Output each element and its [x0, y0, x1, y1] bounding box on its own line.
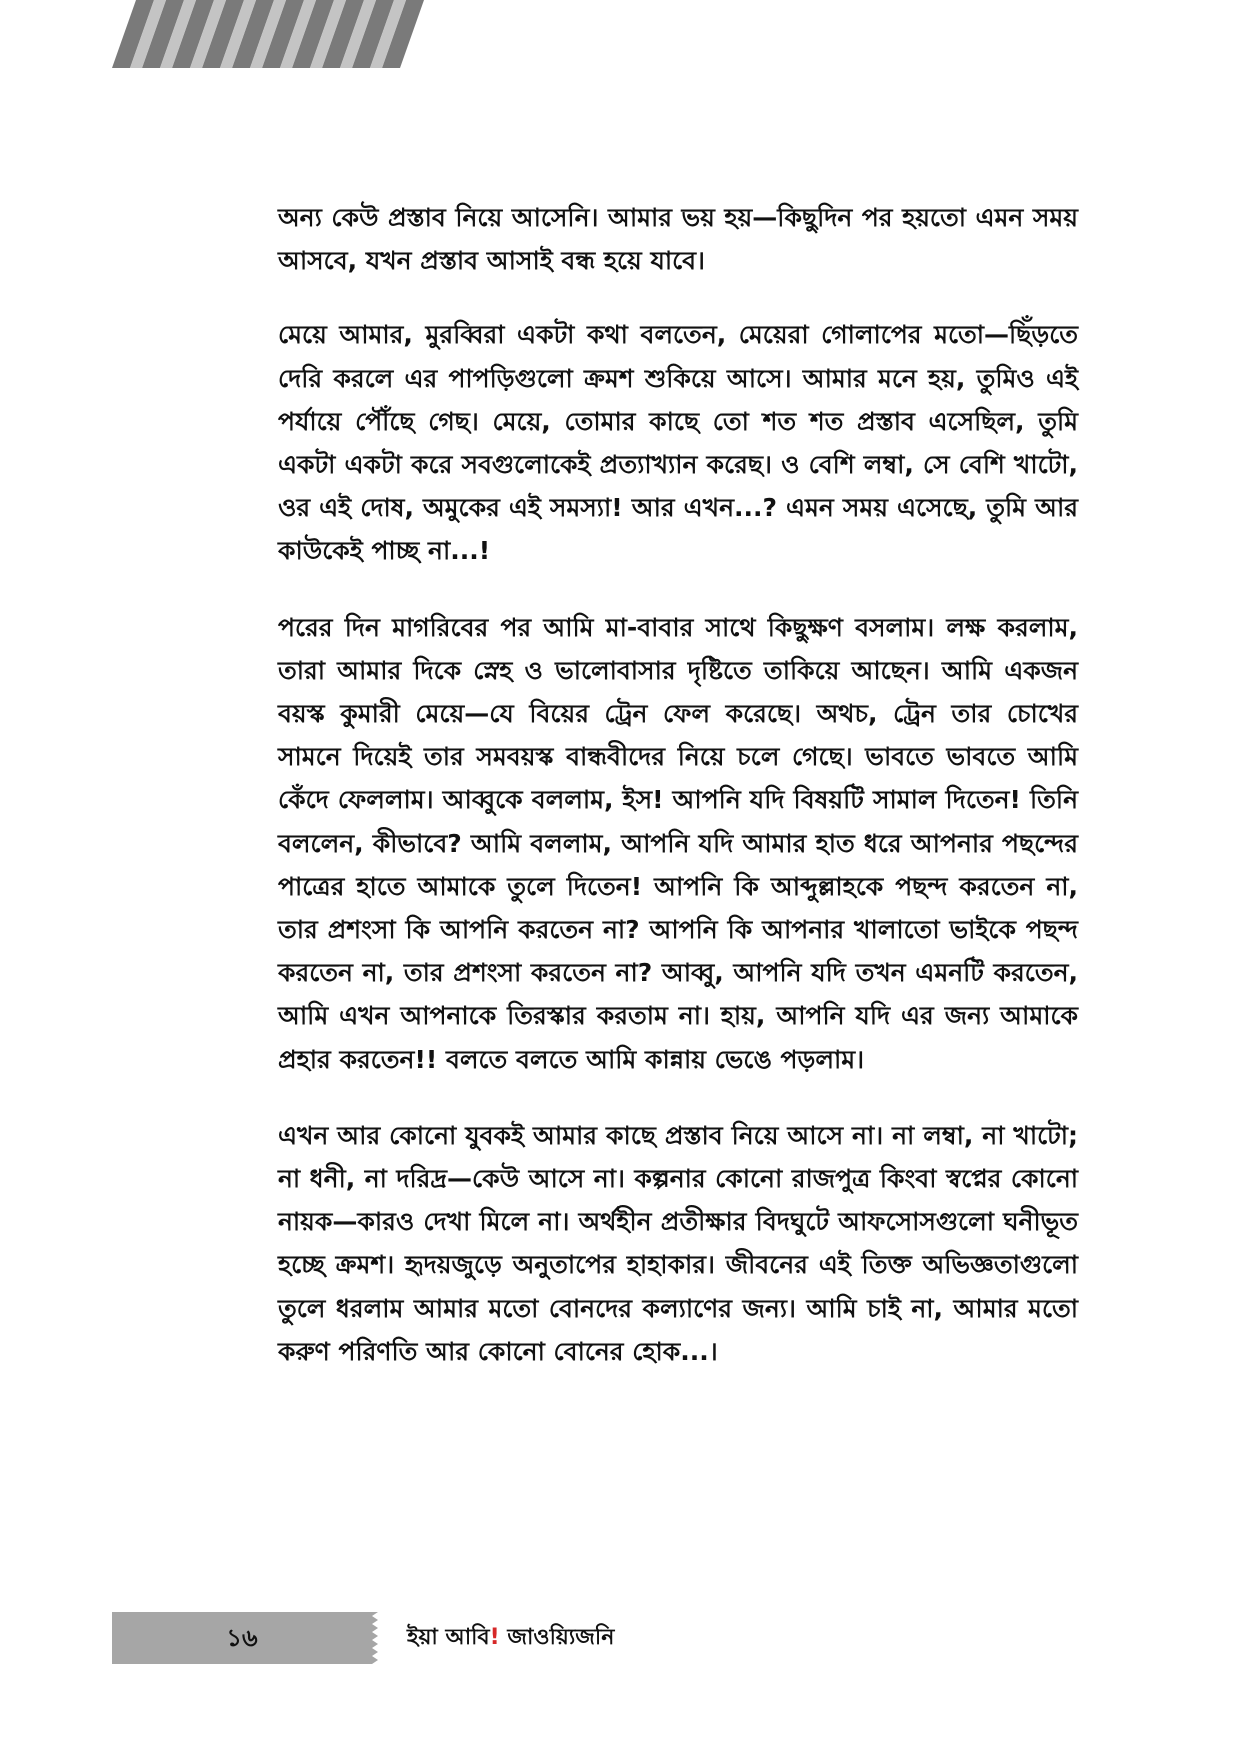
page-number: ১৬ — [226, 1624, 258, 1652]
diagonal-stripes-icon — [112, 0, 442, 68]
body-text — [278, 196, 1078, 1397]
book-title — [407, 1612, 614, 1664]
header-stripe-decoration — [112, 0, 442, 68]
book-title-part1: ইয়া আবি — [407, 1625, 490, 1650]
paragraph-3: পরের দিন মাগরিবের পর আমি মা-বাবার সাথে কিছুক্ষণ বসলাম। লক্ষ করলাম, তারা আমার দিকে স্নেহ ও ভালোবাসার দৃষ্টিতে তাকিয়ে আছেন। আমি একজন বয়স্ক কুমারী মেয়ে—যে বিয়ের ট্রেন ফেল করেছে। অথচ, ট্রেন তার চোখের সামনে দিয়েই তার সমবয়স্ক বান্ধবীদের নিয়ে চলে গেছে। ভাবতে ভাবতে আমি কেঁদে ফেললাম। আব্বুকে বললাম, ইস! আপনি যদি বিষয়টি সামাল দিতেন! তিনি বললেন, কীভাবে? আমি বললাম, আপনি যদি আমার হাত ধরে আপনার পছন্দের পাত্রের হাতে আমাকে তুলে দিতেন! আপনি কি আব্দুল্লাহকে পছন্দ করতেন না, তার প্রশংসা কি আপনি করতেন না? আপনি কি আপনার খালাতো ভাইকে পছন্দ করতেন না, তার প্রশংসা করতেন না? আব্বু, আপনি যদি তখন এমনটি করতেন, আমি এখন আপনাকে তিরস্কার করতাম না। হায়, আপনি যদি এর জন্য আমাকে প্রহার করতেন!! বলতে বলতে আমি কান্নায় ভেঙে পড়লাম। — [278, 612, 1078, 1074]
book-title-part2: জাওয়্যিজনি — [499, 1625, 615, 1650]
page-footer — [112, 1612, 1112, 1664]
paragraph-2: মেয়ে আমার, মুরব্বিরা একটা কথা বলতেন, মেয়েরা গোলাপের মতো—ছিঁড়তে দেরি করলে এর পাপড়িগুলো ক্রমশ শুকিয়ে আসে। আমার মনে হয়, তুমিও এই পর্যায়ে পৌঁছে গেছ। মেয়ে, তোমার কাছে তো শত শত প্রস্তাব এসেছিল, তুমি একটা একটা করে সবগুলোকেই প্রত্যাখ্যান করেছ। ও বেশি লম্বা, সে বেশি খাটো, ওর এই দোষ, অমুকের এই সমস্যা! আর এখন...? এমন সময় এসেছে, তুমি আর কাউকেই পাচ্ছ না...! — [278, 320, 1078, 566]
book-title-exclamation: ! — [489, 1625, 500, 1650]
paragraph-4: এখন আর কোনো যুবকই আমার কাছে প্রস্তাব নিয়ে আসে না। না লম্বা, না খাটো; না ধনী, না দরিদ্র—কেউ আসে না। কল্পনার কোনো রাজপুত্র কিংবা স্বপ্নের কোনো নায়ক—কারও দেখা মিলে না। অর্থহীন প্রতীক্ষার বিদঘুটে আফসোসগুলো ঘনীভূত হচ্ছে ক্রমশ। হৃদয়জুড়ে অনুতাপের হাহাকার। জীবনের এই তিক্ত অভিজ্ঞতাগুলো তুলে ধরলাম আমার মতো বোনদের কল্যাণের জন্য। আমি চাই না, আমার মতো করুণ পরিণতি আর কোনো বোনের হোক...। — [278, 1120, 1078, 1366]
paragraph-1: অন্য কেউ প্রস্তাব নিয়ে আসেনি। আমার ভয় হয়—কিছুদিন পর হয়তো এমন সময় আসবে, যখন প্রস্তাব আসাই বন্ধ হয়ে যাবে। — [278, 203, 1078, 276]
